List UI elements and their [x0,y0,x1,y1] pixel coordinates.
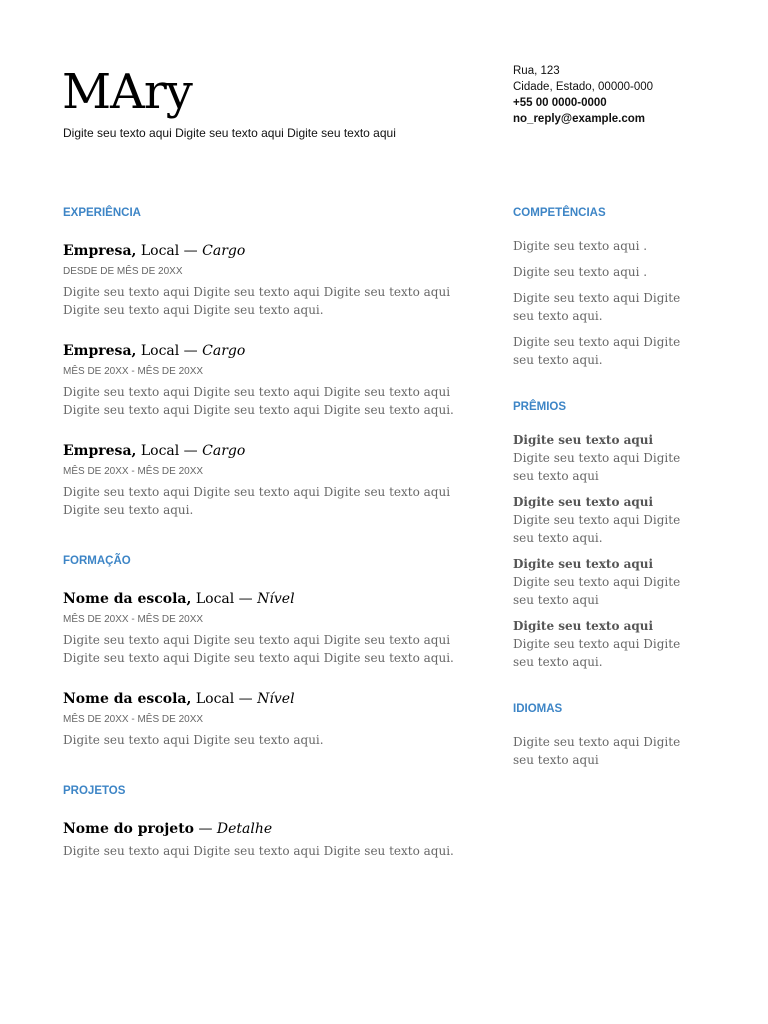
experience-entry [63,441,475,519]
project-entry-title [63,819,475,839]
award-item [513,555,688,609]
experience-entry-title [63,341,475,361]
award-title: Digite seu texto aqui [513,495,654,509]
education-date: MÊS DE 20XX - MÊS DE 20XX [63,614,204,625]
education-description: Digite seu texto aqui Digite seu texto aqui. [63,733,324,747]
award-description: Digite seu texto aqui Digite seu texto aqui. [513,513,681,545]
project-name: Nome do projeto [63,821,195,837]
company-location: Local — [136,343,203,359]
education-entry-title [63,689,475,709]
contact-phone: +55 00 0000-0000 [513,97,607,109]
awards-heading: PRÊMIOS [513,401,567,413]
education-level: Nível [257,591,295,607]
resume-name: MAry [62,64,192,120]
award-item [513,431,688,485]
resume-tagline: Digite seu texto aqui Digite seu texto aqui Digite seu texto aqui [63,126,396,140]
school-location: Local — [191,691,258,707]
education-entry-title [63,589,475,609]
projects-section [63,783,475,860]
experience-description: Digite seu texto aqui Digite seu texto aqui Digite seu texto aqui Digite seu texto aqui. [63,485,451,517]
project-separator: — [194,821,217,837]
skills-section [513,205,688,369]
skills-heading: COMPETÊNCIAS [513,207,606,219]
award-description: Digite seu texto aqui Digite seu texto aqui [513,451,681,483]
experience-entry [63,241,475,319]
job-role: Cargo [202,343,246,359]
contact-street: Rua, 123 [513,65,560,77]
projects-heading: PROJETOS [63,785,126,797]
experience-entry [63,341,475,419]
education-date: MÊS DE 20XX - MÊS DE 20XX [63,714,204,725]
experience-heading: EXPERIÊNCIA [63,207,141,219]
job-role: Cargo [202,443,246,459]
award-title: Digite seu texto aqui [513,619,654,633]
languages-text: Digite seu texto aqui Digite seu texto aqui [513,735,681,767]
education-level: Nível [257,691,295,707]
contact-city: Cidade, Estado, 00000-000 [513,81,654,93]
company-name: Empresa, [63,343,137,359]
job-role: Cargo [202,243,246,259]
education-description: Digite seu texto aqui Digite seu texto aqui Digite seu texto aqui Digite seu texto aqui Digite seu texto aqui Digite seu texto aqui. [63,633,454,665]
experience-description: Digite seu texto aqui Digite seu texto aqui Digite seu texto aqui Digite seu texto aqui Digite seu texto aqui Digite seu texto aqui. [63,385,454,417]
award-title: Digite seu texto aqui [513,433,654,447]
skill-item: Digite seu texto aqui . [513,265,648,279]
education-entry [63,589,475,667]
experience-date: DESDE DE MÊS DE 20XX [63,266,183,277]
award-description: Digite seu texto aqui Digite seu texto aqui [513,575,681,607]
experience-date: MÊS DE 20XX - MÊS DE 20XX [63,466,204,477]
experience-entry-title [63,441,475,461]
company-name: Empresa, [63,243,137,259]
contact-email: no_reply@example.com [513,113,646,125]
awards-section [513,399,688,671]
experience-date: MÊS DE 20XX - MÊS DE 20XX [63,366,204,377]
languages-heading: IDIOMAS [513,703,563,715]
award-item [513,493,688,547]
company-location: Local — [136,243,203,259]
skill-item: Digite seu texto aqui Digite seu texto aqui. [513,335,681,367]
company-name: Empresa, [63,443,137,459]
education-entry [63,689,475,749]
main-column [63,205,475,860]
school-location: Local — [191,591,258,607]
award-item [513,617,688,671]
project-description: Digite seu texto aqui Digite seu texto aqui Digite seu texto aqui. [63,844,454,858]
company-location: Local — [136,443,203,459]
education-section [63,553,475,749]
side-column [513,205,688,769]
school-name: Nome da escola, [63,691,192,707]
school-name: Nome da escola, [63,591,192,607]
experience-section [63,205,475,519]
skill-item: Digite seu texto aqui . [513,239,648,253]
skill-item: Digite seu texto aqui Digite seu texto aqui. [513,291,681,323]
award-title: Digite seu texto aqui [513,557,654,571]
project-detail: Detalhe [216,821,273,837]
award-description: Digite seu texto aqui Digite seu texto aqui. [513,637,681,669]
contact-block [513,63,733,127]
education-heading: FORMAÇÃO [63,555,131,567]
experience-entry-title [63,241,475,261]
experience-description: Digite seu texto aqui Digite seu texto aqui Digite seu texto aqui Digite seu texto aqui Digite seu texto aqui. [63,285,451,317]
languages-section [513,701,688,769]
project-entry [63,819,475,860]
